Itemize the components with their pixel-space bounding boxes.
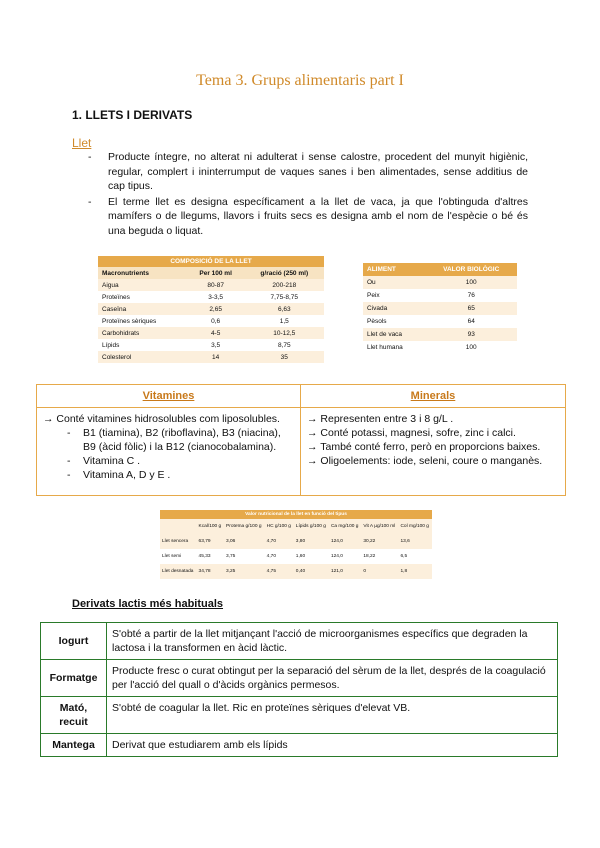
vitamins-heading: Vitamines <box>37 385 300 408</box>
nutrition-caption: Valor nutricional de la llet en funció del tipus <box>160 510 432 519</box>
bullet-item: - Producte íntegre, no alterat ni adulterat i sense calostre, procedent del munyit higiènic, regular, complert i ininterrumput de vaques sanes i ben alimentades, sense additius de cap tipus. <box>88 151 528 192</box>
table-row: Civada 65 <box>363 302 517 315</box>
minerals-heading: Minerals <box>301 385 565 408</box>
vitamins-column <box>37 385 301 495</box>
composition-table <box>98 256 324 363</box>
mineral-item: → També conté ferro, però en proporcions baixes. <box>307 441 541 453</box>
table-header: Per 100 ml <box>187 267 245 279</box>
subsection-heading: Llet <box>72 136 92 150</box>
table-row: Pèsols 64 <box>367 318 475 325</box>
table-row: Iogurt S'obté a partir de la llet mitjançant l'acció de microorganismes específics que degraden la lactosa i la transformen en àcid làctic. <box>41 623 558 660</box>
composition-caption: COMPOSICIÓ DE LA LLET <box>98 256 324 267</box>
table-row: Proteïnes 3-3,5 7,75-8,75 <box>98 291 324 303</box>
vitamins-minerals-box <box>36 384 566 496</box>
nutrition-table: Valor nutricional de la llet en funció del tipus Kcal/100 g Proteïna g/100 g HC g/100 g Lípids g/100 g Ca mg/100 g Vit A µg/100 ml Col mg/100 g Llet sencera 63,79 3,06 4,70 3,80 124,0 30,22 13,6 Llet semi 45,33 3,75 4,70 1,60 124,0 18,22 6,5 Llet desnatada 34,78 3,25 4,75 0,40 121,0 0 1,8 <box>160 510 432 579</box>
table-row: Lípids 3,5 8,75 <box>98 339 324 351</box>
table-row: Formatge Producte fresc o curat obtingut per la separació del sèrum de la llet, després de la coagulació per l'acció del quall o d'àcids orgànics permesos. <box>41 660 558 697</box>
table-row: Carbohidrats 4-5 10-12,5 <box>98 327 324 339</box>
table-header: Macronutrients <box>98 267 187 279</box>
table-row: Llet semi 45,33 3,75 4,70 1,60 124,0 18,22 6,5 <box>162 554 408 559</box>
table-header: VALOR BIOLÒGIC <box>425 263 517 276</box>
table-row: Colesterol 14 35 <box>98 351 324 363</box>
table-row: Caseïna 2,65 6,63 <box>98 303 324 315</box>
derivats-heading: Derivats lactis més habituals <box>72 598 224 610</box>
vitamin-item: - Vitamina A, D y E . <box>67 469 171 481</box>
table-row: Llet de vaca 93 <box>363 328 517 341</box>
vitamin-item: - B1 (tiamina), B2 (riboflavina), B3 (niacina), B9 (àcid fòlic) i la B12 (cianocobalamina). <box>67 427 281 453</box>
table-header: g/ració (250 ml) <box>245 267 324 279</box>
derivats-table <box>40 622 558 757</box>
table-row: Ou 100 <box>363 276 517 289</box>
table-row: Llet humana 100 <box>367 344 477 351</box>
vitamin-item: - Vitamina C . <box>67 455 140 467</box>
mineral-item: → Representen entre 3 i 8 g/L . <box>307 413 454 425</box>
vitamins-intro: → Conté vitamines hidrosolubles com liposolubles. <box>43 413 280 425</box>
table-row: Mató, recuit S'obté de coagular la llet. Ric en proteïnes sèriques d'elevat VB. <box>41 697 558 734</box>
bullet-item: - El terme llet es designa específicament a la llet de vaca, ja que l'obtinguda d'altres mamífers o de llegums, llavors i fruits secs es designa amb el nom de l'espècie o bé és una beguda o liquat. <box>88 195 528 237</box>
table-row: Mantega Derivat que estudiarem amb els lípids <box>41 734 558 757</box>
minerals-column <box>301 385 565 495</box>
mineral-item: → Conté potassi, magnesi, sofre, zinc i calci. <box>307 427 516 439</box>
table-row: Peix 76 <box>367 292 475 299</box>
page-title: Tema 3. Grups alimentaris part I <box>196 72 404 89</box>
definition-list <box>88 150 528 239</box>
table-row: Llet sencera 63,79 3,06 4,70 3,80 124,0 30,22 13,6 <box>160 534 432 549</box>
table-row: Llet desnatada 34,78 3,25 4,75 0,40 121,0 0 1,8 <box>160 564 432 579</box>
table-row: Aigua 80-87 200-218 <box>98 279 324 291</box>
table-row: Proteïnes sèriques 0,6 1,5 <box>98 315 324 327</box>
section-heading: 1. LLETS I DERIVATS <box>72 108 193 122</box>
table-header: ALIMENT <box>363 263 425 276</box>
biological-value-table <box>363 263 517 354</box>
mineral-item: → Oligoelements: iode, seleni, coure o manganès. <box>307 455 543 467</box>
